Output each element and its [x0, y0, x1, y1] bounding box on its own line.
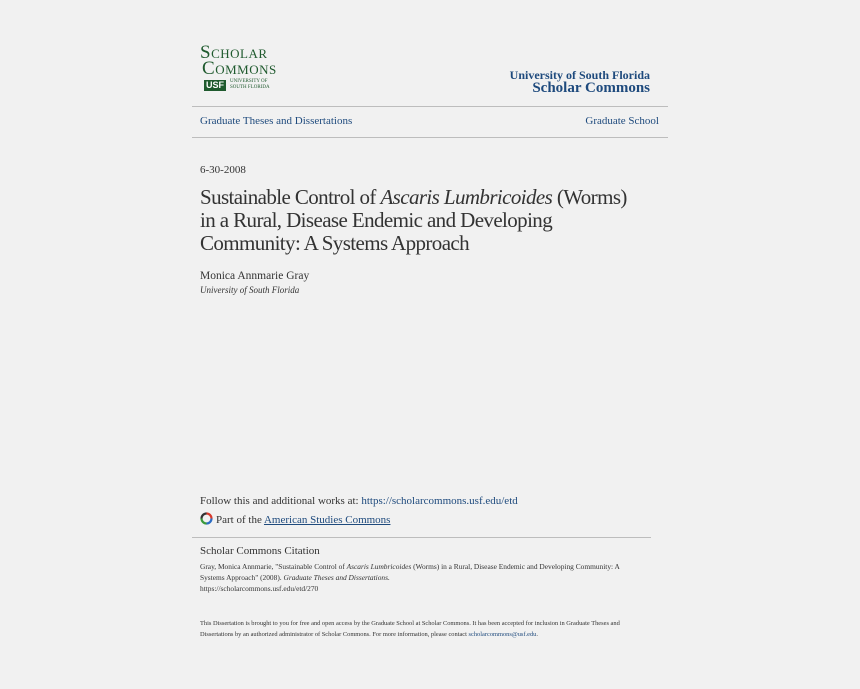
contact-email-link[interactable]: scholarcommons@usf.edu [468, 631, 537, 638]
citation-url[interactable]: https://scholarcommons.usf.edu/etd/270 [200, 584, 319, 593]
american-studies-link[interactable]: American Studies Commons [263, 514, 391, 526]
citation-body: Gray, Monica Annmarie, "Sustainable Control of Ascaris Lumbricoides (Worms) in a Rural, Disease Endemic and Developing Community: A Systems Approach" (2008). Graduate Theses and Dissertations. https://scholarcommons.usf.edu/etd/270 [200, 562, 620, 593]
etd-link[interactable]: https://scholarcommons.usf.edu/etd [361, 495, 518, 507]
author-name: Monica Annmarie Gray [200, 270, 310, 282]
citation-divider [192, 537, 651, 538]
author-affiliation: University of South Florida [200, 285, 300, 295]
header-divider-top [192, 106, 668, 107]
follow-line: Follow this and additional works at: https://scholarcommons.usf.edu/etd [200, 495, 518, 507]
logo-library-text: UNIVERSITY OF SOUTH FLORIDA [230, 79, 270, 90]
nav-link-theses[interactable]: Graduate Theses and Dissertations [200, 115, 353, 127]
citation-heading: Scholar Commons Citation [200, 545, 320, 557]
scholar-commons-logo[interactable] [200, 42, 280, 94]
header-university[interactable]: University of South Florida [509, 68, 650, 82]
header-divider-bottom [192, 137, 668, 138]
usf-badge: USF [206, 80, 224, 90]
logo-scholar-text: SCHOLAR [200, 42, 268, 63]
header-scholar-commons[interactable]: Scholar Commons [532, 80, 650, 96]
nav-link-graduate-school[interactable]: Graduate School [585, 115, 659, 127]
digital-commons-network-icon [200, 512, 213, 525]
publication-date: 6-30-2008 [200, 164, 246, 176]
part-of-line: Part of the American Studies Commons [200, 512, 390, 526]
logo-commons-text: COMMONS [202, 58, 277, 79]
access-notice: This Dissertation is brought to you for free and open access by the Graduate School at Scholar Commons. It has been accepted for inclusion in Graduate Theses and Dissertations by an authorized administrator of Scholar Commons. For more information, please contact scholarcommons@usf.edu. [200, 620, 620, 638]
paper-title: Sustainable Control of Ascaris Lumbricoides (Worms) in a Rural, Disease Endemic and Developing Community: A Systems Approach [200, 185, 627, 255]
